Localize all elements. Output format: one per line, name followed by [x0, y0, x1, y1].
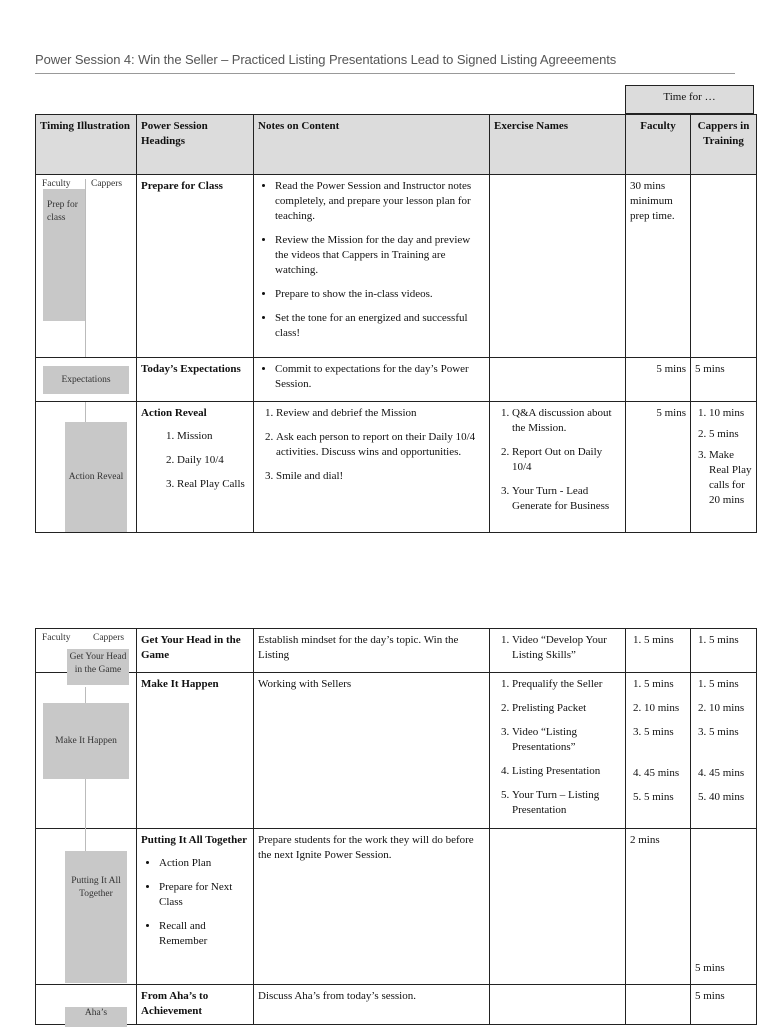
table-row [36, 829, 757, 985]
time-item: 1. 5 mins [709, 633, 752, 648]
exercise-cell [490, 175, 626, 358]
table-row [36, 673, 757, 829]
timing-illustration [36, 402, 137, 533]
note-item: 1. Review and debrief the Mission [276, 406, 485, 421]
notes-cell [254, 358, 490, 402]
col-cappers: Cappers in Training [691, 115, 757, 175]
cappers-time [691, 629, 757, 673]
col-timing: Timing Illustration [36, 115, 137, 175]
col-exercise: Exercise Names [490, 115, 626, 175]
putting-together-block: Putting It All Together [65, 851, 127, 983]
timing-illustration [36, 629, 137, 673]
schedule-table-1 [35, 114, 757, 533]
sub-item: 3. Real Play Calls [177, 477, 249, 492]
cappers-time [691, 673, 757, 829]
cappers-label: Cappers [93, 633, 125, 643]
heading-prepare-for-class: Prepare for Class [137, 175, 254, 358]
notes-cell: Working with Sellers [254, 673, 490, 829]
make-it-happen-block: Make It Happen [43, 703, 129, 779]
note-item: • Commit to expectations for the day’s Power Session. [275, 362, 485, 392]
faculty-time [626, 629, 691, 673]
time-item: 5. 5 mins [644, 790, 686, 805]
exercise-cell [490, 673, 626, 829]
exercise-item: 2. Report Out on Daily 10/4 [512, 445, 621, 475]
time-item: 3. Make Real Play calls for 20 mins [709, 448, 752, 508]
sub-item: • Recall and Remember [159, 919, 249, 949]
timing-illustration [36, 829, 137, 985]
time-item: 4. 45 mins [644, 766, 686, 781]
exercise-item: 1. Q&A discussion about the Mission. [512, 406, 621, 436]
notes-cell: Prepare students for the work they will do before the next Ignite Power Session. [254, 829, 490, 985]
cappers-time: 5 mins [691, 358, 757, 402]
sub-item: 1. Mission [177, 429, 249, 444]
table-row [36, 175, 757, 358]
time-item: 1. 5 mins [709, 677, 752, 692]
timeline-divider [85, 779, 86, 829]
notes-cell [254, 402, 490, 533]
faculty-time: 5 mins [626, 358, 691, 402]
faculty-time [626, 673, 691, 829]
exercise-cell [490, 985, 626, 1025]
cappers-time [691, 175, 757, 358]
faculty-label: Faculty [42, 633, 71, 643]
exercise-item: 1. Prequalify the Seller [512, 677, 621, 692]
cappers-label: Cappers [91, 179, 123, 189]
note-item: • Review the Mission for the day and preview the videos that Cappers in Training are watching. [275, 233, 485, 278]
note-item: • Read the Power Session and Instructor notes completely, and prepare your lesson plan for teaching. [275, 179, 485, 224]
time-item: 4. 45 mins [709, 766, 752, 781]
sub-item: • Prepare for Next Class [159, 880, 249, 910]
cappers-time: 5 mins [691, 985, 757, 1025]
time-item: 2. 5 mins [709, 427, 752, 442]
faculty-time: 2 mins [626, 829, 691, 985]
heading-putting-together: Putting It All Together [141, 834, 248, 846]
time-item: 5. 40 mins [709, 790, 752, 805]
timing-illustration [36, 358, 137, 402]
time-item: 3. 5 mins [644, 725, 686, 740]
table-row [36, 629, 757, 673]
faculty-label: Faculty [42, 179, 71, 189]
sub-item: • Action Plan [159, 856, 249, 871]
exercise-item: 3. Video “Listing Presentations” [512, 725, 621, 755]
timing-illustration [36, 673, 137, 829]
faculty-time: 30 mins minimum prep time. [626, 175, 691, 358]
time-item: 1. 5 mins [644, 677, 686, 692]
time-item: 1. 5 mins [644, 633, 686, 648]
col-notes: Notes on Content [254, 115, 490, 175]
heading-todays-expectations: Today’s Expectations [137, 358, 254, 402]
note-item: 2. Ask each person to report on their Daily 10/4 activities. Discuss wins and opportunities. [276, 430, 485, 460]
note-item: • Set the tone for an energized and successful class! [275, 311, 485, 341]
exercise-item: 1. Video “Develop Your Listing Skills” [512, 633, 621, 663]
time-item: 2. 10 mins [709, 701, 752, 716]
timeline-divider [85, 179, 86, 357]
cappers-time [691, 402, 757, 533]
page-header-title: Power Session 4: Win the Seller – Practiced Listing Presentations Lead to Signed Listing Agreeements [35, 52, 617, 67]
heading-cell [137, 402, 254, 533]
table-row [36, 402, 757, 533]
exercise-cell [490, 402, 626, 533]
note-item: 3. Smile and dial! [276, 469, 485, 484]
schedule-table-2 [35, 628, 757, 1025]
expectations-block: Expectations [43, 366, 129, 394]
timeline-divider [85, 402, 86, 422]
heading-cell [137, 829, 254, 985]
exercise-item: 3. Your Turn - Lead Generate for Business [512, 484, 621, 514]
exercise-item: 2. Prelisting Packet [512, 701, 621, 716]
table-row [36, 358, 757, 402]
exercise-item: 4. Listing Presentation [512, 764, 621, 779]
heading-action-reveal: Action Reveal [141, 407, 207, 419]
col-headings: Power Session Headings [137, 115, 254, 175]
exercise-item: 5. Your Turn – Listing Presentation [512, 788, 621, 818]
exercise-cell [490, 829, 626, 985]
prep-for-class-block: Prep for class [43, 189, 85, 321]
faculty-time [626, 985, 691, 1025]
faculty-time: 5 mins [626, 402, 691, 533]
timing-illustration [36, 175, 137, 358]
timing-illustration [36, 985, 137, 1025]
col-faculty: Faculty [626, 115, 691, 175]
time-item: 3. 5 mins [709, 725, 752, 740]
table-row [36, 985, 757, 1025]
heading-get-your-head: Get Your Head in the Game [137, 629, 254, 673]
notes-cell: Establish mindset for the day’s topic. Win the Listing [254, 629, 490, 673]
notes-cell [254, 175, 490, 358]
exercise-cell [490, 629, 626, 673]
time-item: 2. 10 mins [644, 701, 686, 716]
head-in-game-block: Get Your Head in the Game [67, 649, 129, 685]
heading-make-it-happen: Make It Happen [137, 673, 254, 829]
cappers-time: 5 mins [691, 829, 757, 985]
heading-ahas-to-achievement: From Aha’s to Achievement [137, 985, 254, 1025]
time-item: 1. 10 mins [709, 406, 752, 421]
note-item: • Prepare to show the in-class videos. [275, 287, 485, 302]
exercise-cell [490, 358, 626, 402]
notes-cell: Discuss Aha’s from today’s session. [254, 985, 490, 1025]
timeline-divider [85, 687, 86, 703]
timeline-divider [85, 829, 86, 851]
header-rule [35, 73, 735, 74]
action-reveal-block: Action Reveal [65, 422, 127, 532]
sub-item: 2. Daily 10/4 [177, 453, 249, 468]
time-for-header: Time for … [625, 85, 754, 114]
ahas-block: Aha’s [65, 1007, 127, 1027]
